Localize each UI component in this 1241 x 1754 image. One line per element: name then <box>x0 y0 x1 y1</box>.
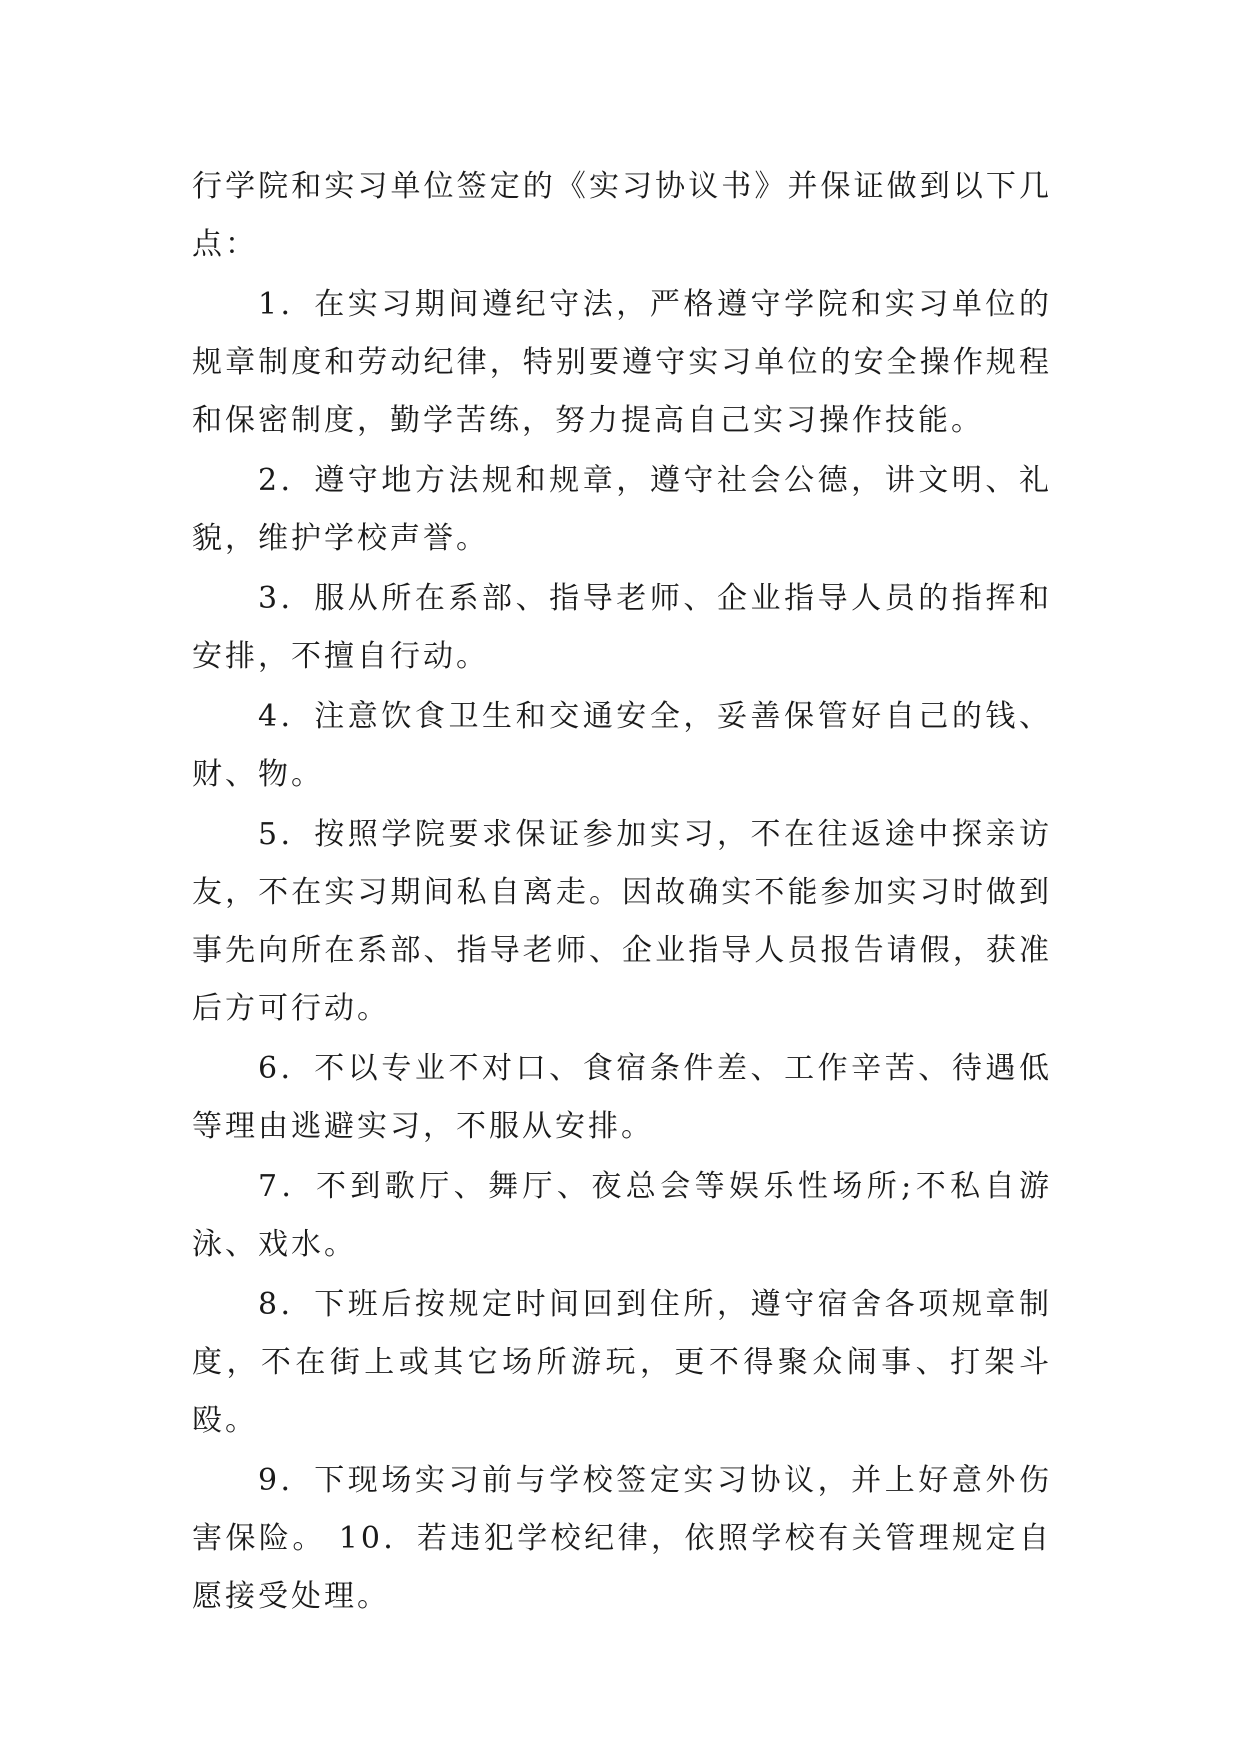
paragraph-item-8: 8．下班后按规定时间回到住所，遵守宿舍各项规章制度，不在街上或其它场所游玩，更不得聚众闹事、打架斗殴。 <box>192 1287 1052 1438</box>
paragraph-item-6: 6．不以专业不对口、食宿条件差、工作辛苦、待遇低等理由逃避实习，不服从安排。 <box>192 1051 1052 1144</box>
paragraph-item-9-10: 9．下现场实习前与学校签定实习协议，并上好意外伤害保险。 10．若违犯学校纪律，依照学校有关管理规定自愿接受处理。 <box>192 1463 1052 1614</box>
paragraph-item-3: 3．服从所在系部、指导老师、企业指导人员的指挥和安排，不擅自行动。 <box>192 581 1052 674</box>
paragraph-item-2: 2．遵守地方法规和规章，遵守社会公德，讲文明、礼貌，维护学校声誉。 <box>192 463 1052 556</box>
paragraph-intro: 行学院和实习单位签定的《实习协议书》并保证做到以下几点： <box>192 169 1052 262</box>
paragraph-item-7: 7．不到歌厅、舞厅、夜总会等娱乐性场所;不私自游泳、戏水。 <box>192 1169 1052 1262</box>
paragraph-item-5: 5．按照学院要求保证参加实习，不在往返途中探亲访友，不在实习期间私自离走。因故确实不能参加实习时做到事先向所在系部、指导老师、企业指导人员报告请假，获准后方可行动。 <box>192 817 1052 1026</box>
paragraph-item-4: 4．注意饮食卫生和交通安全，妥善保管好自己的钱、财、物。 <box>192 699 1052 792</box>
document-body <box>192 158 1052 1628</box>
paragraph-item-1: 1．在实习期间遵纪守法，严格遵守学院和实习单位的规章制度和劳动纪律，特别要遵守实习单位的安全操作规程和保密制度，勤学苦练，努力提高自己实习操作技能。 <box>192 287 1052 438</box>
